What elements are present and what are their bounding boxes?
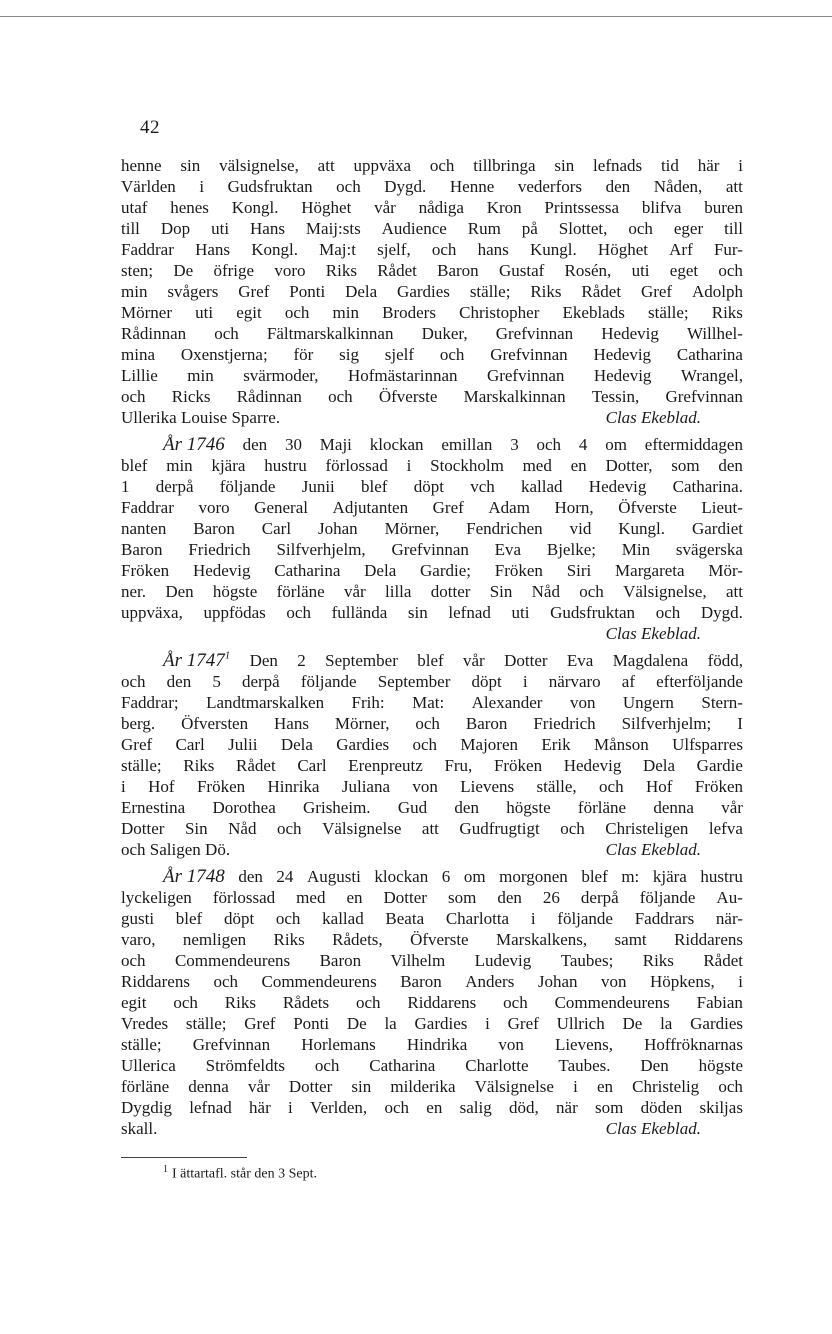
text-line: 1 derpå följande Junii blef döpt vch kallad Hedevig Catharina. [121, 477, 743, 496]
text-line: och Ricks Rådinnan och Öfverste Marskalkinnan Tessin, Grefvinnan [121, 387, 743, 406]
text-line: sten; De öfrige voro Riks Rådet Baron Gustaf Rosén, uti eget och [121, 261, 743, 280]
text-line: och Commendeurens Baron Vilhelm Ludevig Taubes; Riks Rådet [121, 951, 743, 970]
text-line: Gref Carl Julii Dela Gardies och Majoren Erik Månson Ulfsparres [121, 735, 743, 754]
text-line: Rådinnan och Fältmarskalkinnan Duker, Grefvinnan Hedevig Willhel- [121, 324, 743, 343]
text-line: Dotter Sin Nåd och Välsignelse att Gudfrugtigt och Christeligen lefva [121, 819, 743, 838]
body-text [121, 155, 743, 1139]
signature: Clas Ekeblad. [605, 624, 701, 643]
closing-line [121, 1118, 743, 1139]
text-line: min svågers Gref Ponti Dela Gardies ställe; Riks Rådet Gref Adolph [121, 282, 743, 301]
text-line: lyckeligen förlossad med en Dotter som den 26 derpå följande Au- [121, 888, 743, 907]
signature: Clas Ekeblad. [605, 1119, 701, 1138]
text-line: Ullerica Strömfeldts och Catharina Charlotte Taubes. Den högste [121, 1056, 743, 1075]
entry-first-line: År 1747$^1$ Den 2 September blef vår Dotter Eva Magdalena född, [163, 650, 743, 671]
text-line: berg. Öfversten Hans Mörner, och Baron Friedrich Silfverhjelm; I [121, 714, 743, 733]
signature-line [121, 623, 743, 644]
page-number: 42 [140, 117, 160, 138]
text-line: Ernestina Dorothea Grisheim. Gud den högste förläne denna vår [121, 798, 743, 817]
text-line: Lillie min svärmoder, Hofmästarinnan Grefvinnan Hedevig Wrangel, [121, 366, 743, 385]
signature: Clas Ekeblad. [605, 408, 701, 427]
text-line: Riddarens och Commendeurens Baron Anders Johan von Höpkens, i [121, 972, 743, 991]
text-line: gusti blef döpt och kallad Beata Charlotta i följande Faddrars när- [121, 909, 743, 928]
text-line: Vredes ställe; Gref Ponti De la Gardies i Gref Ullrich De la Gardies [121, 1014, 743, 1033]
footnote-ref: 1 [224, 650, 231, 662]
footnote [163, 1164, 317, 1183]
entry-year: År 1747$^1$ [163, 650, 231, 671]
text-line: Fröken Hedevig Catharina Dela Gardie; Fröken Siri Margareta Mör- [121, 561, 743, 580]
entry-year: År 1746 [163, 434, 225, 455]
text-line: mina Oxenstjerna; för sig sjelf och Grefvinnan Hedevig Catharina [121, 345, 743, 364]
text-line: nanten Baron Carl Johan Mörner, Fendrichen vid Kungl. Gardiet [121, 519, 743, 538]
footnote-text: I ättartafl. står den 3 Sept. [172, 1166, 318, 1182]
text-line: Faddrar Hans Kongl. Maj:t sjelf, och hans Kungl. Höghet Arf Fur- [121, 240, 743, 259]
text-line: i Hof Fröken Hinrika Juliana von Lievens ställe, och Hof Fröken [121, 777, 743, 796]
text-line: ställe; Grefvinnan Horlemans Hindrika von Lievens, Hoffröknarnas [121, 1035, 743, 1054]
text-line: Faddrar; Landtmarskalken Frih: Mat: Alexander von Ungern Stern- [121, 693, 743, 712]
text-line: egit och Riks Rådets och Riddarens och Commendeurens Fabian [121, 993, 743, 1012]
entry-first-line: År 1748 den 24 Augusti klockan 6 om morgonen blef m: kjära hustru [163, 866, 743, 887]
text-line: henne sin välsignelse, att uppväxa och tillbringa sin lefnads tid här i [121, 156, 743, 175]
closing-line [121, 407, 743, 428]
closing-line [121, 839, 743, 860]
text-line: Mörner uti egit och min Broders Christopher Ekeblads ställe; Riks [121, 303, 743, 322]
text-line: uppväxa, uppfödas och fullända sin lefnad uti Gudsfruktan och Dygd. [121, 603, 743, 622]
text-line: Baron Friedrich Silfverhjelm, Grefvinnan Eva Bjelke; Min svägerska [121, 540, 743, 559]
text-line: Dygdig lefnad här i Verlden, och en salig död, när som döden skiljas [121, 1098, 743, 1117]
text-line: och den 5 derpå följande September döpt i närvaro af efterföljande [121, 672, 743, 691]
text-line: ner. Den högste förläne vår lilla dotter Sin Nåd och Välsignelse, att [121, 582, 743, 601]
closing-text: Ullerika Louise Sparre. [121, 408, 281, 427]
text-line: varo, nemligen Riks Rådets, Öfverste Marskalkens, samt Riddarens [121, 930, 743, 949]
text-line: utaf henes Kongl. Höghet vår nådiga Kron Printssessa blifva buren [121, 198, 743, 217]
footnote-rule [121, 1157, 247, 1158]
text-line: Världen i Gudsfruktan och Dygd. Henne vederfors den Nåden, att [121, 177, 743, 196]
signature: Clas Ekeblad. [605, 840, 701, 859]
footnote-mark: 1 [163, 1164, 168, 1175]
text-line: blef min kjära hustru förlossad i Stockholm med en Dotter, som den [121, 456, 743, 475]
text-line: Faddrar voro General Adjutanten Gref Adam Horn, Öfverste Lieut- [121, 498, 743, 517]
entry-first-line: År 1746 den 30 Maji klockan emillan 3 och 4 om eftermiddagen [163, 434, 743, 455]
text-line: förläne denna vår Dotter sin milderika Välsignelse i en Christelig och [121, 1077, 743, 1096]
text-line: ställe; Riks Rådet Carl Erenpreutz Fru, Fröken Hedevig Dela Gardie [121, 756, 743, 775]
closing-text: och Saligen Dö. [121, 840, 231, 859]
text-line: till Dop uti Hans Maij:sts Audience Rum på Slottet, och eger till [121, 219, 743, 238]
closing-text: skall. [121, 1119, 158, 1138]
entry-year: År 1748 [163, 866, 225, 887]
top-rule [0, 16, 832, 17]
